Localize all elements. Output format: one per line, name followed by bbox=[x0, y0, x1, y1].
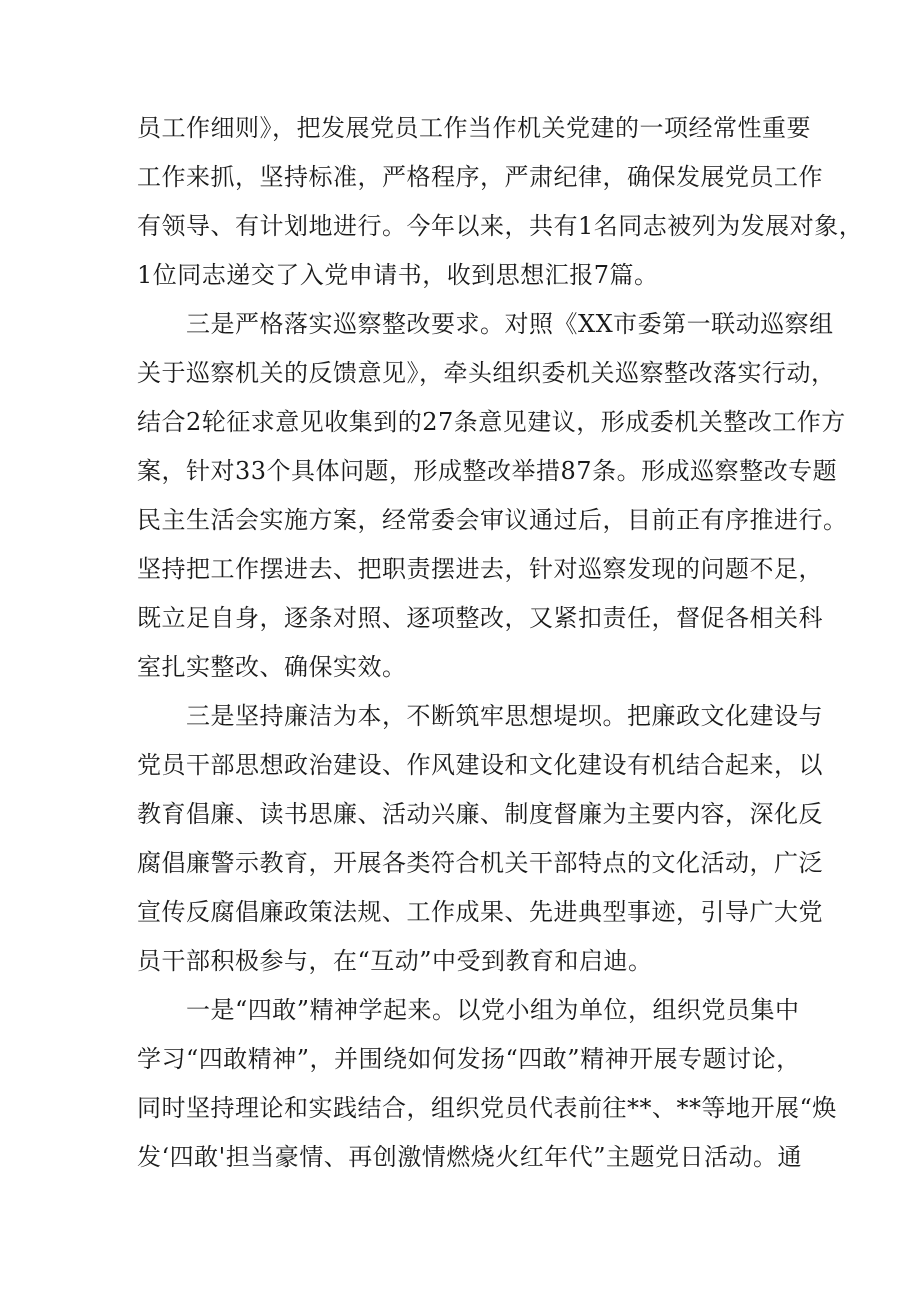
text-line: 既立足自身，逐条对照、逐项整改，又紧扣责任，督促各相关科 bbox=[137, 604, 823, 632]
paragraph-start-line: 三是坚持廉洁为本，不断筑牢思想堤坝。把廉政文化建设与 bbox=[186, 702, 823, 730]
paragraph-start-line: 一是“四敢”精神学起来。以党小组为单位，组织党员集中 bbox=[186, 996, 800, 1024]
text-line: 发‘四敢'担当豪情、再创激情燃烧火红年代”主题党日活动。通 bbox=[137, 1143, 802, 1171]
text-line: 员工作细则》，把发展党员工作当作机关党建的一项经常性重要 bbox=[137, 114, 811, 142]
text-line: 宣传反腐倡廉政策法规、工作成果、先进典型事迹，引导广大党 bbox=[137, 898, 823, 926]
text-line: 室扎实整改、确保实效。 bbox=[137, 653, 407, 681]
text-line: 教育倡廉、读书思廉、活动兴廉、制度督廉为主要内容，深化反 bbox=[137, 800, 823, 828]
text-line: 案，针对33个具体问题，形成整改举措87条。形成巡察整改专题 bbox=[137, 457, 838, 485]
text-line: 同时坚持理论和实践结合，组织党员代表前往**、**等地开展“焕 bbox=[137, 1094, 837, 1122]
text-line: 员干部积极参与，在“互动”中受到教育和启迪。 bbox=[137, 947, 653, 975]
text-line: 工作来抓，坚持标准，严格程序，严肃纪律，确保发展党员工作 bbox=[137, 163, 823, 191]
paragraph-start-line: 三是严格落实巡察整改要求。对照《XX市委第一联动巡察组 bbox=[186, 310, 834, 338]
text-line: 学习“四敢精神”，并围绕如何发扬“四敢”精神开展专题讨论， bbox=[137, 1045, 801, 1073]
text-line: 民主生活会实施方案，经常委会审议通过后，目前正有序推进行。 bbox=[137, 506, 848, 534]
text-line: 有领导、有计划地进行。今年以来，共有1名同志被列为发展对象， bbox=[137, 212, 864, 240]
text-line: 1位同志递交了入党申请书，收到思想汇报7篇。 bbox=[137, 261, 659, 289]
text-line: 党员干部思想政治建设、作风建设和文化建设有机结合起来，以 bbox=[137, 751, 823, 779]
text-line: 坚持把工作摆进去、把职责摆进去，针对巡察发现的问题不足， bbox=[137, 555, 823, 583]
text-line: 关于巡察机关的反馈意见》，牵头组织委机关巡察整改落实行动， bbox=[137, 359, 836, 387]
text-line: 结合2轮征求意见收集到的27条意见建议，形成委机关整改工作方 bbox=[137, 408, 846, 436]
text-line: 腐倡廉警示教育，开展各类符合机关干部特点的文化活动，广泛 bbox=[137, 849, 823, 877]
